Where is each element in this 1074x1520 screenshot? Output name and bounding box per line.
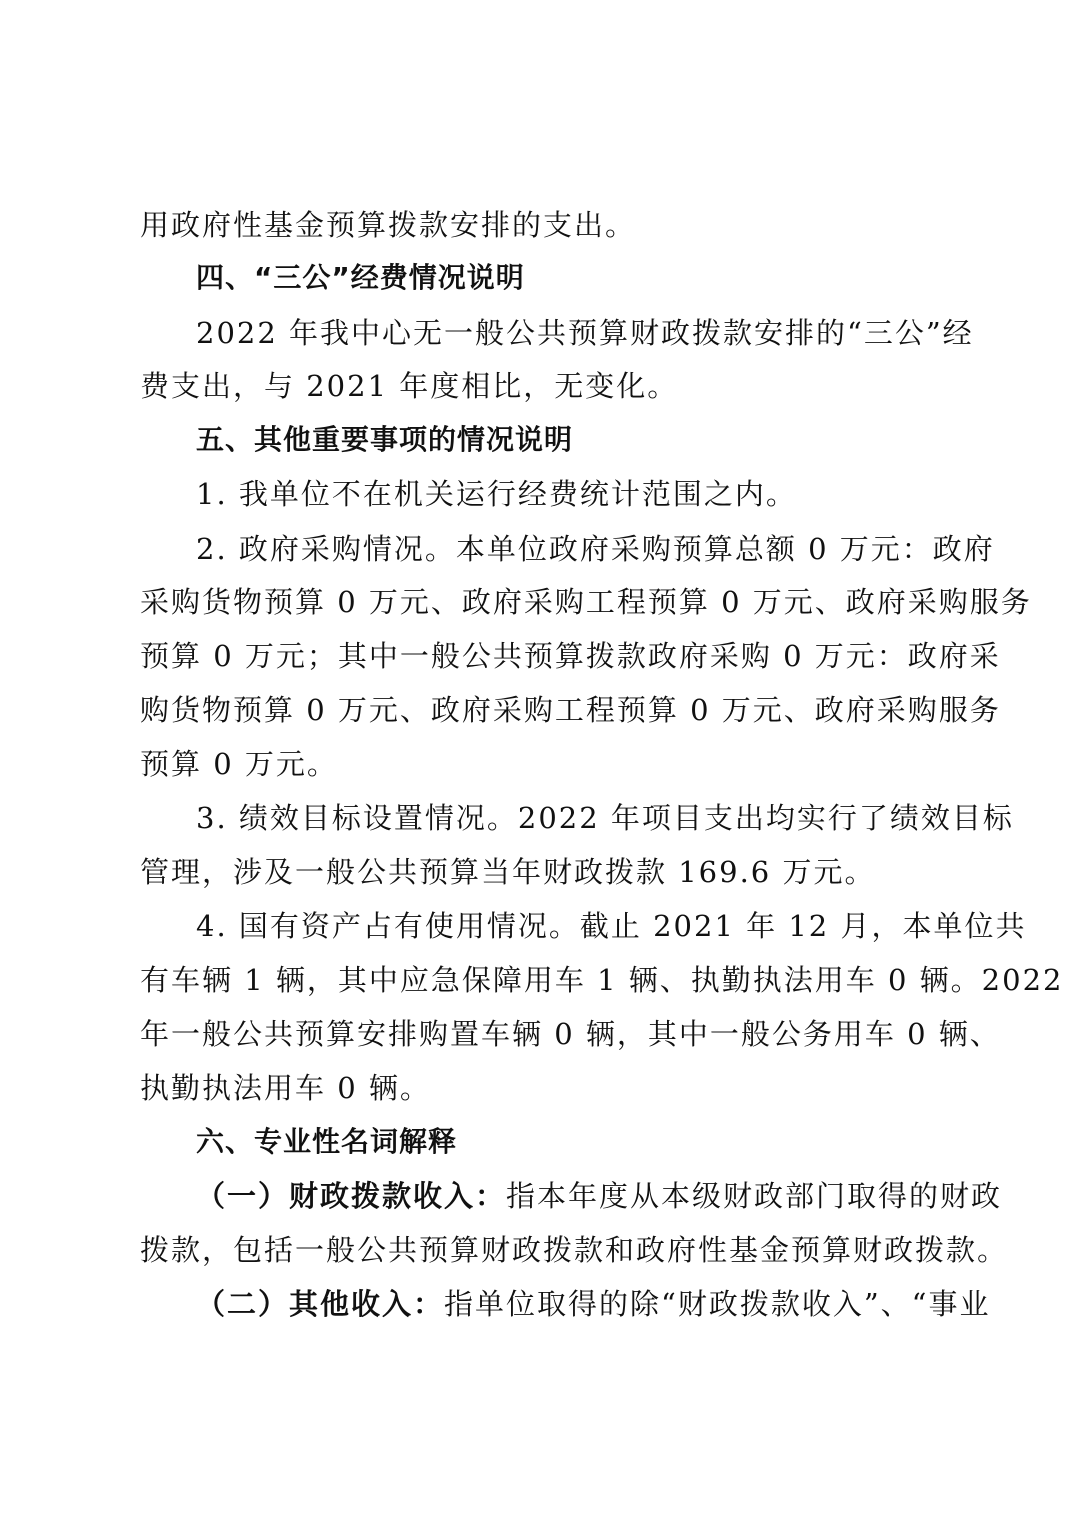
term-definition-line [196, 1284, 991, 1324]
paragraph-line: 2. 政府采购情况。本单位政府采购预算总额 0 万元：政府 [196, 532, 995, 566]
term-text: 指本年度从本级财政部门取得的财政 [506, 1179, 1003, 1213]
paragraph-line: 1. 我单位不在机关运行经费统计范围之内。 [196, 477, 797, 511]
paragraph-line: 执勤执法用车 0 辆。 [140, 1071, 431, 1105]
term-definition-line [196, 1176, 1003, 1216]
term-label: （二）其他收入： [196, 1287, 445, 1321]
paragraph-line: 用政府性基金预算拨款安排的支出。 [140, 208, 637, 242]
term-label: （一）财政拨款收入： [196, 1179, 507, 1213]
paragraph-line: 年一般公共预算安排购置车辆 0 辆，其中一般公务用车 0 辆、 [140, 1017, 1001, 1051]
paragraph-line: 费支出，与 2021 年度相比，无变化。 [140, 369, 679, 403]
paragraph-line: 4. 国有资产占有使用情况。截止 2021 年 12 月，本单位共 [196, 909, 1027, 943]
paragraph-line: 管理，涉及一般公共预算当年财政拨款 169.6 万元。 [140, 855, 876, 889]
paragraph-line: 2022 年我中心无一般公共预算财政拨款安排的“三公”经 [196, 316, 974, 350]
paragraph-line: 有车辆 1 辆，其中应急保障用车 1 辆、执勤执法用车 0 辆。2022 [140, 963, 1064, 997]
paragraph-line: 购货物预算 0 万元、政府采购工程预算 0 万元、政府采购服务 [140, 693, 1001, 727]
paragraph-line: 3. 绩效目标设置情况。2022 年项目支出均实行了绩效目标 [196, 801, 1014, 835]
section-heading-four: 四、“三公”经费情况说明 [196, 261, 525, 294]
paragraph-line: 预算 0 万元。 [140, 747, 338, 781]
term-text: 指单位取得的除“财政拨款收入”、“事业 [444, 1287, 991, 1321]
section-heading-five: 五、其他重要事项的情况说明 [196, 423, 574, 456]
paragraph-line: 采购货物预算 0 万元、政府采购工程预算 0 万元、政府采购服务 [140, 585, 1032, 619]
section-heading-six: 六、专业性名词解释 [196, 1125, 458, 1158]
paragraph-line: 预算 0 万元；其中一般公共预算拨款政府采购 0 万元：政府采 [140, 639, 1001, 673]
paragraph-line: 拨款，包括一般公共预算财政拨款和政府性基金预算财政拨款。 [140, 1233, 1009, 1267]
